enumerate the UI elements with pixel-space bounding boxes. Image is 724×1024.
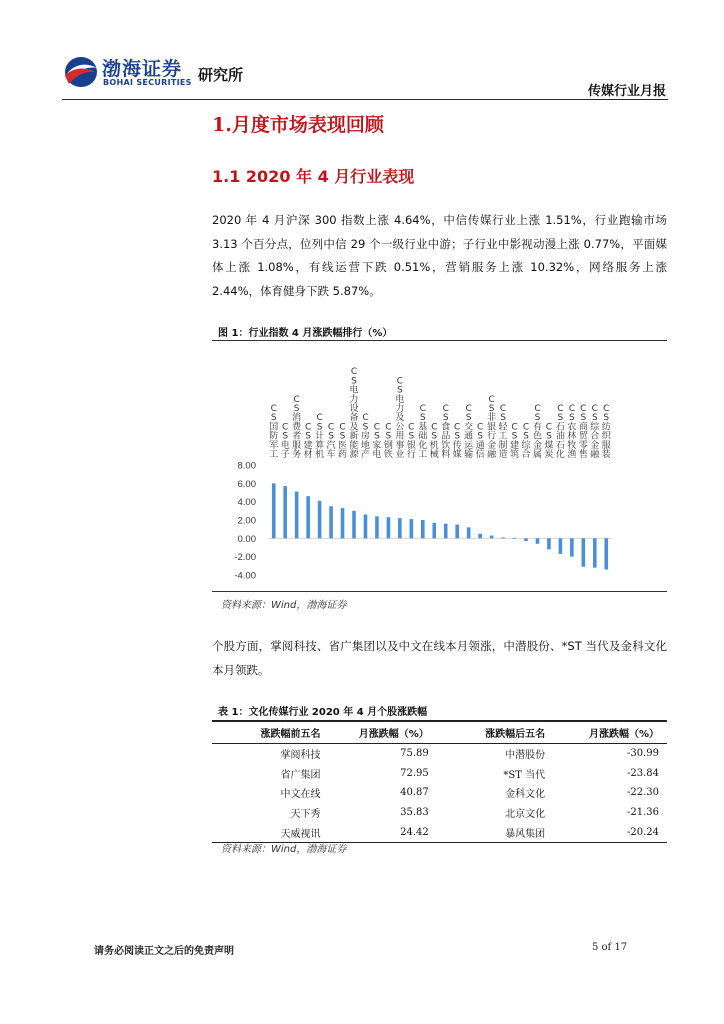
x-tick-label: C S 房地产: [360, 413, 370, 460]
x-tick-label: C S 银行: [406, 422, 416, 460]
y-tick-label: 0.00: [237, 533, 256, 545]
bohai-logo-icon: [64, 56, 98, 88]
bottom-stock-name: 北京文化: [505, 809, 546, 821]
table-row: [212, 783, 667, 803]
section-heading: 1.月度市场表现回顾: [212, 114, 384, 136]
company-name-cn: 渤海证券: [102, 58, 183, 80]
x-tick-label: C S 汽车: [326, 422, 336, 460]
bar: [467, 527, 471, 538]
bar: [478, 534, 482, 539]
top-stock-change: 35.83: [400, 807, 429, 819]
figure-top-rule: [212, 340, 667, 341]
bottom-stock-change: -20.24: [553, 822, 667, 842]
x-tick-label: C S 食品饮料: [441, 404, 451, 460]
header-top5: 涨跌幅前五名: [212, 721, 329, 744]
top-stock-change: 75.89: [400, 748, 429, 760]
bar: [432, 523, 436, 539]
bar: [524, 538, 528, 541]
institute-label: 研究所: [198, 66, 244, 84]
x-tick-label: C S 综合金融: [590, 404, 600, 460]
bar: [536, 538, 540, 544]
top-stock-name: 天下秀: [290, 809, 321, 821]
bar: [559, 538, 563, 554]
stock-performance-paragraph: 个股方面，掌阅科技、省广集团以及中文在线本月领涨，中潜股份、*ST 当代及金科文化本月领跌。: [212, 639, 667, 677]
table-row: [212, 764, 667, 784]
bar: [364, 515, 368, 539]
top-stock-name: 掌阅科技: [280, 750, 321, 762]
bottom-stock-change: -30.99: [626, 748, 659, 760]
bottom-stock-name: 暴风集团: [437, 822, 553, 842]
x-tick-label: C S 基础化工: [418, 404, 428, 460]
table-row: [212, 744, 667, 764]
bar: [318, 501, 322, 539]
report-type: 传媒行业月报: [587, 84, 666, 99]
bar: [593, 538, 597, 567]
table-row: [212, 803, 667, 823]
x-tick-label: C S 机械: [429, 422, 439, 460]
x-tick-label: C S 电力及公用事业: [395, 376, 405, 460]
bar: [341, 508, 345, 538]
bar: [455, 525, 459, 539]
bar: [375, 516, 379, 538]
bar: [582, 538, 586, 566]
bar: [490, 536, 494, 539]
x-tick-label: C S 钢铁: [383, 422, 393, 460]
x-tick-label: C S 传媒: [452, 422, 462, 460]
bar: [329, 506, 333, 538]
x-tick-label: C S 煤炭: [544, 422, 554, 460]
x-tick-label: C S 国防军工: [269, 404, 279, 460]
bottom-stock-name: 中潜股份: [505, 750, 546, 762]
bar: [501, 537, 505, 538]
bar: [283, 486, 287, 538]
bottom-stock-name: *ST 当代: [503, 769, 546, 781]
x-tick-label: C S 交通运输: [464, 404, 474, 460]
header-divider: [62, 99, 668, 100]
bar: [604, 538, 608, 569]
bar: [421, 520, 425, 538]
x-tick-label: C S 消费者服务: [292, 394, 302, 460]
x-tick-label: C S 通信: [475, 422, 485, 460]
x-tick-label: C S 建筑: [510, 422, 520, 460]
table-source: 资料来源：Wind，渤海证券: [221, 844, 347, 855]
bar: [352, 511, 356, 539]
figure-source: 资料来源：Wind，渤海证券: [221, 600, 347, 611]
top-stock-change: 72.95: [400, 767, 429, 779]
figure-bottom-rule: [212, 591, 667, 592]
x-tick-label: C S 农林牧渔: [567, 404, 577, 460]
top-stock-change: 40.87: [400, 787, 429, 799]
bar: [410, 519, 414, 538]
header-bottom5-change: 月涨跌幅（%）: [553, 721, 667, 744]
bar: [272, 483, 276, 538]
x-tick-label: C S 电力设备及新能源: [349, 367, 359, 460]
table-title: 表 1：文化传媒行业 2020 年 4 月个股涨跌幅: [218, 707, 428, 718]
bottom-stock-change: -22.30: [626, 787, 659, 799]
y-tick-label: 8.00: [237, 460, 256, 472]
bottom-stock-change: -23.84: [626, 767, 659, 779]
x-tick-label: C S 石油石化: [555, 404, 565, 460]
top-stock-name: 天威视讯: [212, 822, 329, 842]
x-tick-label: C S 医药: [338, 422, 348, 460]
page-number: 5 of 17: [592, 942, 628, 953]
bar: [570, 538, 574, 556]
y-tick-label: 6.00: [237, 478, 256, 490]
disclaimer-note: 请务必阅读正文之后的免责声明: [94, 946, 234, 957]
top-stock-name: 省广集团: [280, 769, 321, 781]
x-tick-label: C S 纺织服装: [601, 404, 611, 460]
bar: [398, 518, 402, 538]
bar: [444, 524, 448, 539]
top-stock-name: 中文在线: [280, 789, 321, 801]
top-stock-change: 24.42: [329, 822, 437, 842]
x-tick-label: C S 家电: [372, 422, 382, 460]
y-tick-label: 2.00: [237, 515, 256, 527]
industry-performance-paragraph: 2020 年 4 月沪深 300 指数上涨 4.64%，中信传媒行业上涨 1.51%，行业跑输市场 3.13 个百分点，位列中信 29 个一级行业中游；子行业中影视动漫上涨 0.77%，平面媒体上涨 1.08%，有线运营下跌 0.51%，营销服务上涨 10.32%，网络服务上涨 2.44%，体育健身下跌 5.87%。: [212, 213, 667, 299]
industry-bar-chart: [212, 342, 667, 589]
bar: [513, 538, 517, 539]
stock-change-table: [212, 720, 667, 843]
y-tick-label: -4.00: [234, 570, 256, 582]
x-tick-label: C S 商贸零售: [578, 404, 588, 460]
y-tick-label: 4.00: [237, 497, 256, 509]
x-tick-label: C S 轻工制造: [498, 404, 508, 460]
x-tick-label: C S 电子: [280, 422, 290, 460]
subsection-heading: 1.1 2020 年 4 月行业表现: [212, 167, 415, 186]
company-name-en: BOHAI SECURITIES: [103, 78, 192, 87]
header-top5-change: 月涨跌幅（%）: [329, 721, 437, 744]
bottom-stock-change: -21.36: [626, 807, 659, 819]
bar: [295, 492, 299, 539]
header-bottom5: 涨跌幅后五名: [437, 721, 553, 744]
table-header-row: [212, 721, 667, 744]
x-tick-label: C S 非银行金融: [487, 394, 497, 460]
bar: [306, 496, 310, 538]
y-tick-label: -2.00: [234, 552, 256, 564]
x-tick-label: C S 建材: [303, 422, 313, 460]
figure-title: 图 1：行业指数 4 月涨跌幅排行（%）: [218, 328, 393, 339]
bar: [547, 538, 551, 549]
bottom-stock-name: 金科文化: [505, 789, 546, 801]
bar: [387, 517, 391, 538]
x-tick-label: C S 有色金属: [532, 404, 542, 460]
x-tick-label: C S 计算机: [315, 413, 325, 460]
x-tick-label: C S 综合: [521, 422, 531, 460]
